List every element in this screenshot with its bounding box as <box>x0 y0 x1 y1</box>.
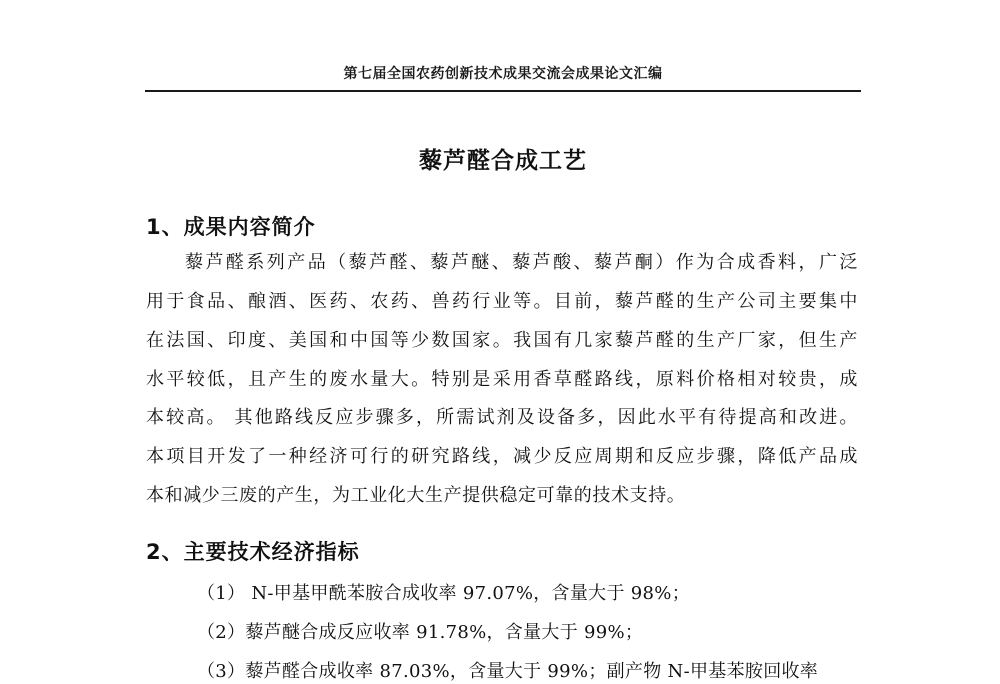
section-heading-indicators: 2、主要技术经济指标 <box>146 540 360 564</box>
paragraph-line: 水平较低，且产生的废水量大。特别是采用香草醛路线，原料价格相对较贵，成 <box>146 369 858 390</box>
paragraph-line: 本和减少三废的产生，为工业化大生产提供稳定可靠的技术支持。 <box>146 485 686 506</box>
document-title: 藜芦醛合成工艺 <box>419 148 587 174</box>
paragraph-line: 本项目开发了一种经济可行的研究路线，减少反应周期和反应步骤，降低产品成 <box>146 446 858 467</box>
paragraph-line: 在法国、印度、美国和中国等少数国家。我国有几家藜芦醛的生产厂家，但生产 <box>146 330 858 351</box>
paragraph-line: 藜芦醛系列产品（藜芦醛、藜芦醚、藜芦酸、藜芦酮）作为合成香料，广泛 <box>185 252 858 273</box>
section-heading-summary: 1、成果内容简介 <box>146 215 316 239</box>
header-rule <box>145 90 861 92</box>
list-item: （1） N-甲基甲酰苯胺合成收率 97.07%，含量大于 98%； <box>197 583 690 604</box>
running-header: 第七届全国农药创新技术成果交流会成果论文汇编 <box>343 66 663 82</box>
paragraph-line: 用于食品、酿酒、医药、农药、兽药行业等。目前，藜芦醛的生产公司主要集中 <box>146 291 858 312</box>
list-item: （3）藜芦醛合成收率 87.03%，含量大于 99%；副产物 N-甲基苯胺回收率 <box>197 661 819 682</box>
list-item: （2）藜芦醚合成反应收率 91.78%，含量大于 99%； <box>197 622 644 643</box>
paragraph-line: 本较高。 其他路线反应步骤多，所需试剂及设备多，因此水平有待提高和改进。 <box>146 407 858 428</box>
